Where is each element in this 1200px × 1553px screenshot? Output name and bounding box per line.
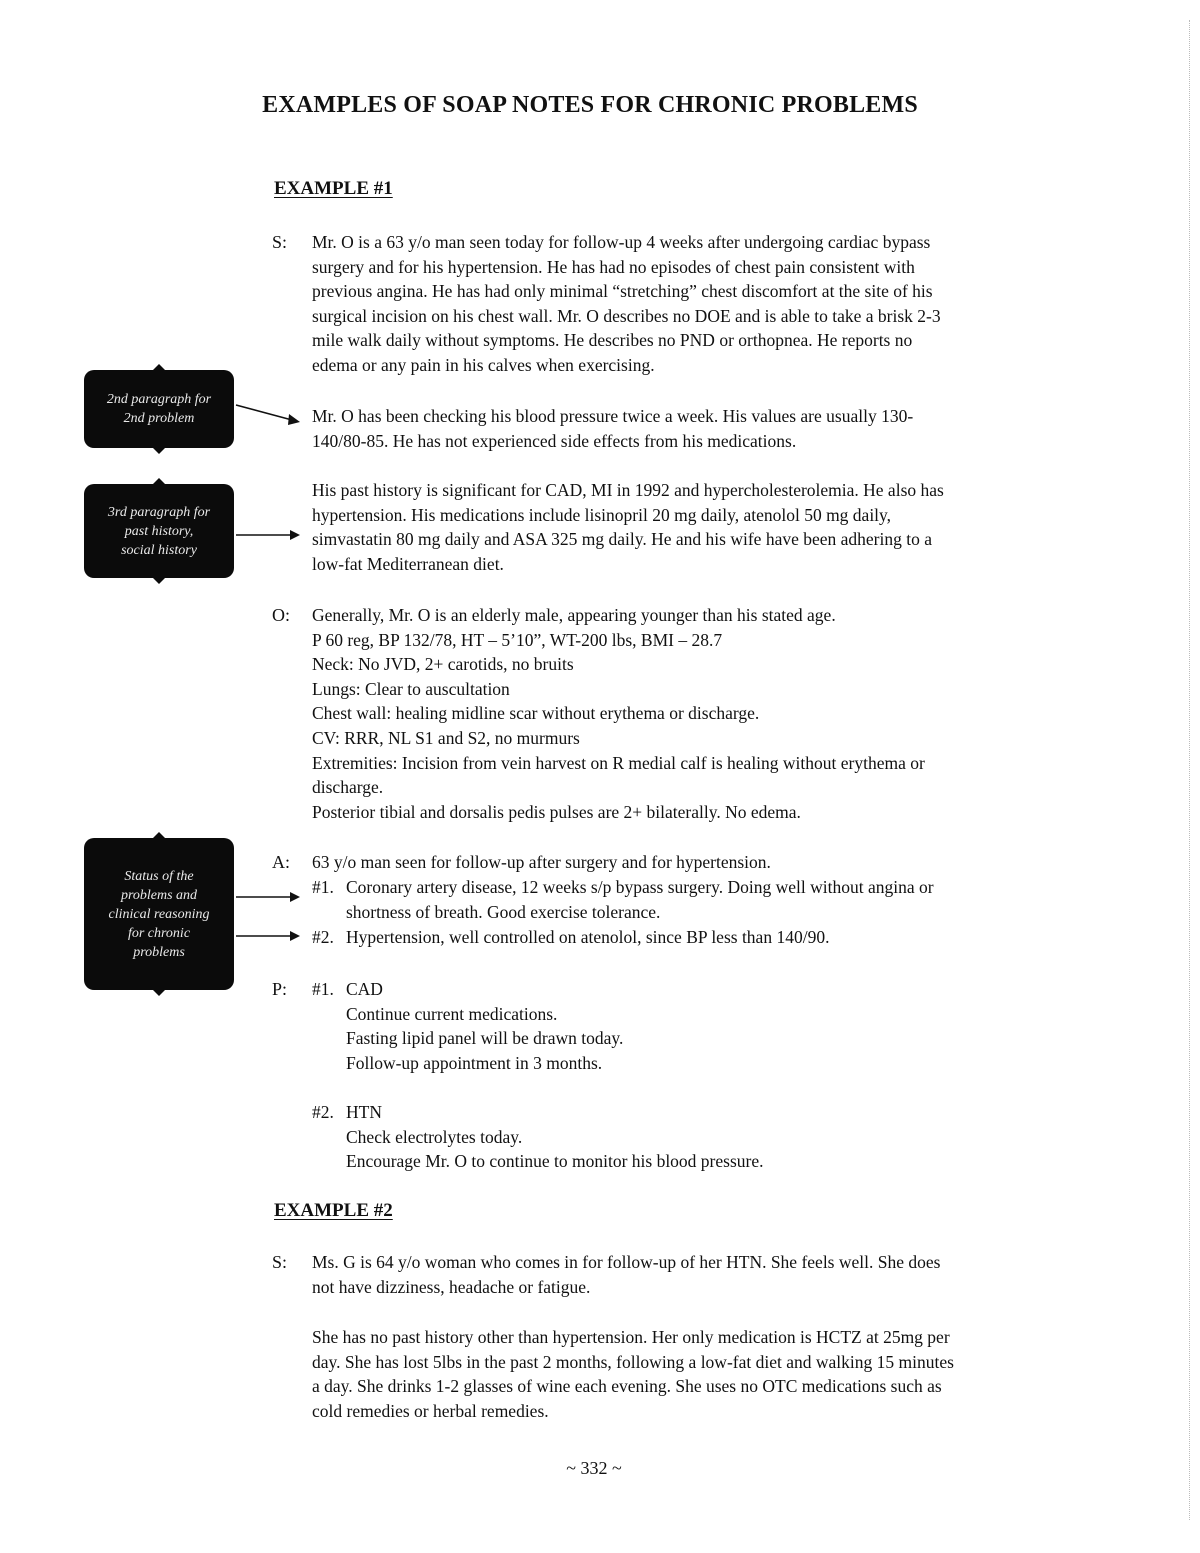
text-line: 140/80-85. He has not experienced side effects from his medications. [312,430,797,451]
callout-line: clinical reasoning [108,906,210,922]
text-line: low-fat Mediterranean diet. [312,553,504,574]
plan-item-heading: HTN [346,1102,382,1122]
example-2-subjective-paragraph-1 [312,1250,1102,1299]
plan-item-1-number: #1. [312,979,334,999]
text-line: cold remedies or herbal remedies. [312,1400,549,1421]
arrow-icon [234,525,304,545]
assessment-item-1-number: #1. [312,877,334,897]
assessment-item-2-number: #2. [312,927,334,947]
text-line: simvastatin 80 mg daily and ASA 325 mg daily. He and his wife have been adhering to a [312,529,932,550]
subjective-paragraph-2 [312,404,1102,453]
subjective-paragraph-1 [312,230,1102,378]
assessment-label: A: [272,852,290,872]
text-line: discharge. [312,777,384,798]
objective-label: O: [272,605,290,625]
example-1-heading: EXAMPLE #1 [274,178,393,199]
plan-item-2 [346,1100,764,1174]
callout-line: for chronic [127,925,191,941]
page-edge-rule [1189,20,1190,1520]
callout-status-of-problems [84,838,234,990]
text-line: CV: RRR, NL S1 and S2, no murmurs [312,727,580,748]
text-line: Mr. O has been checking his blood pressure twice a week. His values are usually 130- [312,406,914,426]
arrow-icon [234,887,304,907]
text-line: Check electrolytes today. [346,1126,523,1147]
callout-line: 2nd paragraph for [106,392,212,407]
callout-line: Status of the [124,868,194,884]
plan-item-2-number: #2. [312,1102,334,1122]
text-line: previous angina. He has had only minimal “stretching” chest discomfort at the site of his [312,281,933,302]
text-line: shortness of breath. Good exercise tolerance. [346,901,661,922]
text-line: P 60 reg, BP 132/78, HT – 5’10”, WT-200 lbs, BMI – 28.7 [312,629,723,650]
example-2-subjective-label: S: [272,1252,288,1272]
text-line: Lungs: Clear to auscultation [312,678,510,699]
callout-line: past history, [124,523,194,539]
text-line: Follow-up appointment in 3 months. [346,1052,603,1073]
text-line: hypertension. His medications include lisinopril 20 mg daily, atenolol 50 mg daily, [312,504,892,525]
plan-label: P: [272,979,288,999]
subjective-label: S: [272,232,288,252]
text-line: Extremities: Incision from vein harvest on R medial calf is healing without erythema or [312,752,925,773]
page-number: ~ 332 ~ [566,1458,622,1478]
text-line: Mr. O is a 63 y/o man seen today for follow-up 4 weeks after undergoing cardiac bypass [312,232,931,252]
text-line: Ms. G is 64 y/o woman who comes in for follow-up of her HTN. She feels well. She does [312,1252,941,1272]
subjective-paragraph-3 [312,478,1102,576]
page-title: EXAMPLES OF SOAP NOTES FOR CHRONIC PROBLEMS [262,92,918,118]
objective-section [312,603,1102,824]
text-line: surgical incision on his chest wall. Mr. O describes no DOE and is able to take a brisk 2-3 [312,305,941,326]
text-line: 63 y/o man seen for follow-up after surgery and for hypertension. [312,852,771,872]
callout-line: problems and [120,887,198,903]
text-line: day. She has lost 5lbs in the past 2 months, following a low-fat diet and walking 15 minutes [312,1351,954,1372]
example-2-heading: EXAMPLE #2 [274,1200,393,1221]
text-line: not have dizziness, headache or fatigue. [312,1276,591,1297]
text-line: Coronary artery disease, 12 weeks s/p bypass surgery. Doing well without angina or [346,877,934,897]
text-line: surgery and for his hypertension. He has had no episodes of chest pain consistent with [312,256,915,277]
callout-line: 3rd paragraph for [107,504,211,520]
callout-third-paragraph [84,484,234,578]
text-line: Hypertension, well controlled on atenolol, since BP less than 140/90. [346,927,830,947]
assessment-item-1 [346,875,934,924]
text-line: Posterior tibial and dorsalis pedis pulses are 2+ bilaterally. No edema. [312,801,801,822]
text-line: mile walk daily without symptoms. He describes no PND or orthopnea. He reports no [312,330,913,351]
text-line: She has no past history other than hypertension. Her only medication is HCTZ at 25mg per [312,1327,950,1347]
text-line: a day. She drinks 1-2 glasses of wine each evening. She uses no OTC medications such as [312,1376,942,1397]
text-line: Neck: No JVD, 2+ carotids, no bruits [312,654,574,675]
text-line: edema or any pain in his calves when exercising. [312,354,655,375]
example-2-subjective-paragraph-2 [312,1325,1102,1423]
callout-line: social history [121,542,197,558]
arrow-icon [234,400,304,430]
plan-item-heading: CAD [346,979,383,999]
callout-line: 2nd problem [123,411,195,426]
text-line: Fasting lipid panel will be drawn today. [346,1028,624,1049]
text-line: His past history is significant for CAD, MI in 1992 and hypercholesterolemia. He also has [312,480,944,500]
callout-second-paragraph [84,370,234,448]
text-line: Generally, Mr. O is an elderly male, appearing younger than his stated age. [312,605,836,625]
text-line: Encourage Mr. O to continue to monitor his blood pressure. [346,1151,764,1172]
callout-line: problems [133,944,185,960]
text-line: Continue current medications. [346,1003,558,1024]
text-line: Chest wall: healing midline scar without erythema or discharge. [312,703,760,724]
arrow-icon [234,926,304,946]
plan-item-1 [346,977,623,1075]
assessment-intro [312,850,1102,875]
assessment-item-2 [346,925,829,950]
